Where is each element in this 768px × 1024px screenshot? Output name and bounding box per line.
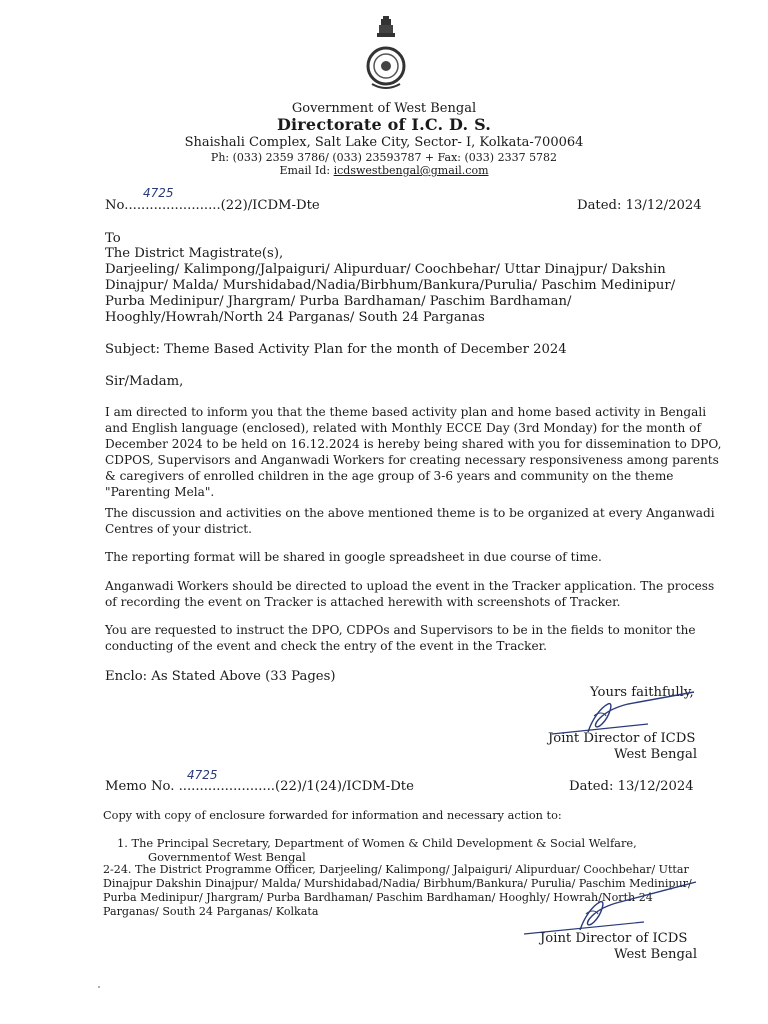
copy-intro: Copy with copy of enclosure forwarded for information and necessary action to: — [103, 809, 562, 822]
addressee-line-1: The District Magistrate(s), — [105, 246, 284, 261]
para3: The reporting format will be shared in google spreadsheet in due course of time. — [105, 550, 602, 564]
handwritten-memo2-number: 4725 — [187, 768, 218, 782]
margin-dot-icon — [97, 985, 101, 989]
memo2-number: Memo No. .......................(22)/1(24)/ICDM-Dte — [105, 779, 414, 794]
phone-fax: Ph: (033) 2359 3786/ (033) 23593787 + Fax: (033) 2337 5782 — [210, 151, 558, 164]
office-address: Shaishali Complex, Salt Lake City, Sector- I, Kolkata-700064 — [184, 135, 584, 150]
state-emblem-icon — [364, 14, 408, 96]
para1-line-3: December 2024 to be held on 16.12.2024 is hereby being shared with you for dissemination to DPO, — [105, 437, 722, 451]
directorate-name: Directorate of I.C. D. S. — [276, 115, 492, 134]
copy-2-line-2: Dinajpur Dakshin Dinajpur/ Malda/ Murshidabad/Nadia/ Birbhum/Bankura/ Purulia/ Paschim Medinipur/ — [103, 877, 692, 890]
addressee-line-5: Hooghly/Howrah/North 24 Parganas/ South 24 Parganas — [105, 310, 485, 325]
para4-line-1: Anganwadi Workers should be directed to upload the event in the Tracker application. The process — [105, 579, 715, 593]
addressee-line-3: Dinajpur/ Malda/ Murshidabad/Nadia/Birbhum/Bankura/Purulia/ Paschim Medinipur/ — [105, 278, 676, 293]
signatory-2-title: Joint Director of ICDS — [540, 931, 688, 946]
copy-2-line-3: Purba Medinipur/ Jhargram/ Purba Bardhaman/ Paschim Bardhaman/ Hooghly/ Howrah/North 24 — [103, 891, 653, 904]
memo-date: Dated: 13/12/2024 — [577, 198, 702, 213]
to-label: To — [105, 231, 121, 246]
copy-1-line-2: Governmentof West Bengal — [148, 850, 306, 864]
closing-yours-faithfully: Yours faithfully, — [590, 685, 694, 700]
para5-line-1: You are requested to instruct the DPO, CDPOs and Supervisors to be in the fields to monitor the — [105, 623, 696, 637]
copy-1-line-1: 1. The Principal Secretary, Department of Women & Child Development & Social Welfare, — [117, 836, 637, 850]
handwritten-memo-number: 4725 — [143, 186, 174, 200]
para1-line-5: & caregivers of enrolled children in the age group of 3-6 years and community on the theme — [105, 469, 674, 483]
memo-number: No.......................(22)/ICDM-Dte — [105, 198, 320, 213]
copy-2-line-4: Parganas/ South 24 Parganas/ Kolkata — [103, 905, 319, 918]
signatory-1-title: Joint Director of ICDS — [548, 731, 696, 746]
para1-line-4: CDPOS, Supervisors and Anganwadi Workers for creating necessary responsiveness among parents — [105, 453, 719, 467]
para2-line-1: The discussion and activities on the above mentioned theme is to be organized at every Anganwadi — [105, 506, 715, 520]
government-name: Government of West Bengal — [291, 101, 477, 116]
para1-line-6: "Parenting Mela". — [105, 485, 215, 499]
para5-line-2: conducting of the event and check the entry of the event in the Tracker. — [105, 639, 547, 653]
memo2-date: Dated: 13/12/2024 — [569, 779, 694, 794]
para1-line-1: I am directed to inform you that the theme based activity plan and home based activity in Bengali — [105, 405, 707, 419]
copy-2-line-1: 2-24. The District Programme Officer, Darjeeling/ Kalimpong/ Jalpaiguri/ Alipurduar/ Coochbehar/ Uttar — [103, 863, 689, 876]
salutation: Sir/Madam, — [105, 374, 184, 389]
email-link[interactable]: icdswestbengal@gmail.com — [333, 164, 489, 177]
signatory-2-place: West Bengal — [614, 947, 698, 962]
para1-line-2: and English language (enclosed), related with Monthly ECCE Day (3rd Monday) for the month of — [105, 421, 701, 435]
addressee-line-2: Darjeeling/ Kalimpong/Jalpaiguri/ Alipurduar/ Coochbehar/ Uttar Dinajpur/ Dakshin — [105, 262, 666, 277]
para2-line-2: Centres of your district. — [105, 522, 252, 536]
enclosure-note: Enclo: As Stated Above (33 Pages) — [105, 669, 336, 684]
subject-line: Subject: Theme Based Activity Plan for the month of December 2024 — [105, 342, 567, 357]
email-line — [0, 164, 768, 177]
addressee-line-4: Purba Medinipur/ Jhargram/ Purba Bardhaman/ Paschim Bardhaman/ — [105, 294, 572, 309]
para4-line-2: of recording the event on Tracker is attached herewith with screenshots of Tracker. — [105, 595, 621, 609]
signatory-1-place: West Bengal — [614, 747, 698, 762]
email-label: Email Id: — [279, 164, 334, 177]
